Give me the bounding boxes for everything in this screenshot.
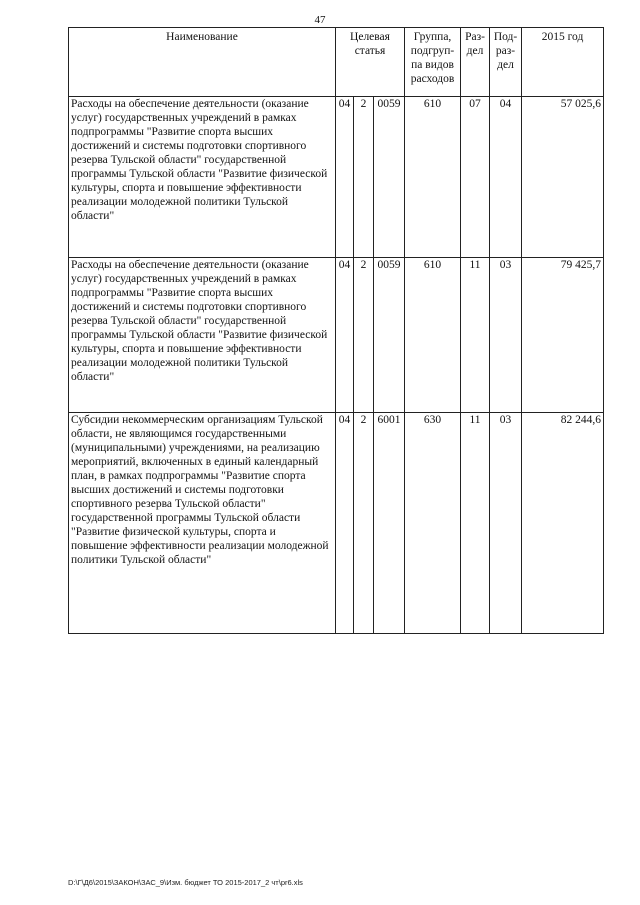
row-ts2: 2 (354, 258, 374, 413)
row-ts1: 04 (336, 97, 354, 258)
row-section: 07 (461, 97, 490, 258)
row-name: Расходы на обеспечение деятельности (оказание услуг) государственных учреждений в рамках подпрограммы "Развитие спорта высших достижений и системы подготовки спортивного резерва Тульской области" государственной программы Тульской области "Развитие физической культуры, спорта и повышение эффективности реализации молодежной политики Тульской области" (69, 97, 336, 258)
row-amount: 79 425,7 (522, 258, 604, 413)
row-ts2: 2 (354, 97, 374, 258)
row-ts3: 0059 (374, 97, 405, 258)
row-ts1: 04 (336, 258, 354, 413)
row-ts1: 04 (336, 413, 354, 634)
table-row (69, 97, 604, 258)
table-row (69, 413, 604, 634)
row-ts2: 2 (354, 413, 374, 634)
row-group: 610 (405, 97, 461, 258)
row-subsection: 04 (490, 97, 522, 258)
row-group: 630 (405, 413, 461, 634)
table-header-row (69, 28, 604, 97)
row-name: Субсидии некоммерческим организациям Тульской области, не являющимся государственными (муниципальными) учреждениями, на реализацию мероприятий, включенных в единый календарный план, в рамках подпрограммы "Развитие спорта высших достижений и системы подготовки спортивного резерва Тульской области" государственной программы Тульской области "Развитие физической культуры, спорта и повышение эффективности реализации молодежной политики Тульской области" (69, 413, 336, 634)
header-group: Группа, подгруп-па видов расходов (405, 28, 461, 97)
budget-table (68, 27, 604, 634)
row-subsection: 03 (490, 258, 522, 413)
row-group: 610 (405, 258, 461, 413)
header-year: 2015 год (522, 28, 604, 97)
row-ts3: 0059 (374, 258, 405, 413)
row-section: 11 (461, 413, 490, 634)
row-amount: 82 244,6 (522, 413, 604, 634)
row-name: Расходы на обеспечение деятельности (оказание услуг) государственных учреждений в рамках подпрограммы "Развитие спорта высших достижений и системы подготовки спортивного резерва Тульской области" государственной программы Тульской области "Развитие физической культуры, спорта и повышение эффективности реализации молодежной политики Тульской области" (69, 258, 336, 413)
row-ts3: 6001 (374, 413, 405, 634)
row-section: 11 (461, 258, 490, 413)
footer-file-path: D:\Г\Д6\2015\ЗАКОН\ЗАС_9\Изм. бюджет ТО 2015-2017_2 чт\pr6.xls (68, 878, 303, 887)
page-number: 47 (314, 14, 326, 26)
header-target-article: Целевая статья (336, 28, 405, 97)
header-subsection: Под-раз-дел (490, 28, 522, 97)
header-section: Раз-дел (461, 28, 490, 97)
table-row (69, 258, 604, 413)
header-name: Наименование (69, 28, 336, 97)
row-subsection: 03 (490, 413, 522, 634)
row-amount: 57 025,6 (522, 97, 604, 258)
